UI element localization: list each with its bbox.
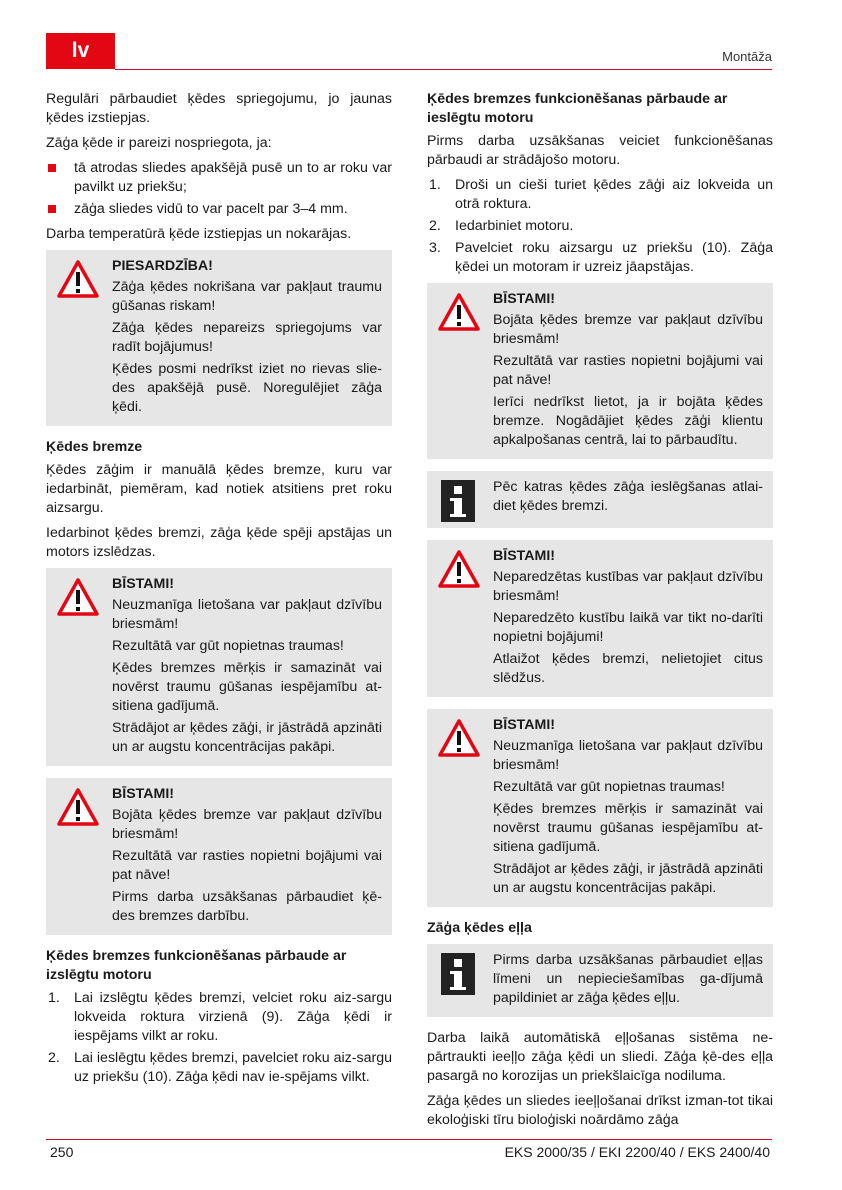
warning-triangle-icon bbox=[56, 257, 112, 420]
notice-title: BĪSTAMI! bbox=[493, 548, 555, 564]
info-box bbox=[427, 944, 773, 1017]
info-icon bbox=[441, 480, 475, 522]
notice-title: BĪSTAMI! bbox=[112, 786, 174, 802]
notice-line: Rezultātā var gūt nopietnas traumas! bbox=[112, 638, 344, 654]
section-heading: Ķēdes bremzes funkcionēšanas pārbaude ar ieslēgtu motoru bbox=[427, 91, 728, 126]
notice-title: BĪSTAMI! bbox=[493, 717, 555, 733]
section-heading: Zāģa ķēdes eļļa bbox=[427, 920, 532, 936]
paragraph: Darba laikā automātiskā eļļošanas sistēma ne-pārtraukti ieeļļo zāģa ķēdi un sliedi. Zāģa ķē-des eļļa pasargā no korozijas un priekšlaicīga nodiluma. bbox=[427, 1030, 773, 1084]
bullet-square-icon bbox=[48, 205, 56, 213]
notice-line: Pirms darba uzsākšanas pārbaudiet eļļas līmeni un nepieciešamības ga-dījumā papildiniet ar zāģa ķēdes eļļu. bbox=[493, 952, 763, 1006]
paragraph: Zāģa ķēde ir pareizi nospriegota, ja: bbox=[46, 135, 272, 151]
notice-title: BĪSTAMI! bbox=[112, 576, 174, 592]
notice-line: Ierīci nedrīkst lietot, ja ir bojāta ķēdes bremze. Nogādājiet ķēdes zāģi klientu apkalpošanas centrā, lai to pārbaudītu. bbox=[493, 394, 763, 448]
language-tab: lv bbox=[46, 33, 115, 69]
danger-box bbox=[46, 778, 392, 935]
list-item: 1. Droši un cieši turiet ķēdes zāģi aiz lokveida un otrā roktura. bbox=[429, 177, 773, 212]
notice-line: Ķēdes bremzes mērķis ir samazināt vai novērst traumu gūšanas iespējamību at-sitiena gadījumā. bbox=[112, 660, 382, 714]
step-list bbox=[46, 989, 392, 1087]
section-heading: Ķēdes bremzes funkcionēšanas pārbaude ar izslēgtu motoru bbox=[46, 948, 347, 983]
notice-title: BĪSTAMI! bbox=[493, 291, 555, 307]
model-names: EKS 2000/35 / EKI 2200/40 / EKS 2400/40 bbox=[504, 1144, 770, 1160]
info-box bbox=[427, 471, 773, 528]
caution-box bbox=[46, 250, 392, 426]
list-item: zāģa sliedes vidū to var pacelt par 3–4 mm. bbox=[46, 200, 392, 219]
notice-line: Ķēdes bremzes mērķis ir samazināt vai novērst traumu gūšanas iespējamību at-sitiena gadījumā. bbox=[493, 801, 763, 855]
step-list bbox=[427, 176, 773, 277]
warning-triangle-icon bbox=[437, 547, 493, 691]
right-column bbox=[427, 90, 773, 1136]
paragraph: Regulāri pārbaudiet ķēdes spriegojumu, jo jaunas ķēdes izstiepjas. bbox=[46, 91, 392, 126]
bullet-list bbox=[46, 159, 392, 219]
footer-rule bbox=[46, 1139, 772, 1140]
notice-line: Rezultātā var gūt nopietnas traumas! bbox=[493, 779, 725, 795]
danger-box bbox=[427, 540, 773, 697]
section-heading: Ķēdes bremze bbox=[46, 439, 143, 455]
notice-title: PIESARDZĪBA! bbox=[112, 258, 213, 274]
notice-line: Zāģa ķēdes nepareizs spriegojums var radīt bojājumus! bbox=[112, 320, 382, 355]
paragraph: Ķēdes zāģim ir manuālā ķēdes bremze, kuru var iedarbināt, piemēram, kad notiek atsitiens pret roku aizsargu. bbox=[46, 462, 392, 516]
danger-box bbox=[427, 709, 773, 907]
danger-box bbox=[46, 568, 392, 766]
notice-line: Bojāta ķēdes bremze var pakļaut dzīvību briesmām! bbox=[493, 312, 763, 347]
paragraph: Zāģa ķēdes un sliedes ieeļļošanai drīkst izman-tot tikai ekoloģiski tīru bioloģiski noārdāmo zāģa bbox=[427, 1093, 773, 1128]
notice-line: Strādājot ar ķēdes zāģi, ir jāstrādā apzināti un ar augstu koncentrācijas pakāpi. bbox=[493, 861, 763, 896]
list-item: 2. Iedarbiniet motoru. bbox=[429, 218, 574, 234]
warning-triangle-icon bbox=[56, 785, 112, 929]
danger-box bbox=[427, 283, 773, 459]
paragraph: Iedarbinot ķēdes bremzi, zāģa ķēde spēji apstājas un motors izslēdzas. bbox=[46, 525, 392, 560]
notice-line: Strādājot ar ķēdes zāģi, ir jāstrādā apzināti un ar augstu koncentrācijas pakāpi. bbox=[112, 720, 382, 755]
left-column bbox=[46, 90, 392, 1093]
notice-line: Neparedzēto kustību laikā var tikt no-darīti nopietni bojājumi! bbox=[493, 610, 763, 645]
list-item: tā atrodas sliedes apakšējā pusē un to ar roku var pavilkt uz priekšu; bbox=[46, 159, 392, 197]
bullet-square-icon bbox=[48, 164, 56, 172]
notice-line: Ķēdes posmi nedrīkst iziet no rievas slie-des apakšējā pusē. Noregulējiet zāģa ķēdi. bbox=[112, 361, 382, 415]
notice-line: Pirms darba uzsākšanas pārbaudiet ķē-des bremzes darbību. bbox=[112, 889, 382, 924]
warning-triangle-icon bbox=[437, 290, 493, 453]
header-rule bbox=[115, 69, 772, 70]
notice-line: Neuzmanīga lietošana var pakļaut dzīvību briesmām! bbox=[493, 738, 763, 773]
notice-line: Pēc katras ķēdes zāģa ieslēgšanas atlai-diet ķēdes bremzi. bbox=[493, 479, 763, 514]
warning-triangle-icon bbox=[437, 716, 493, 901]
notice-line: Rezultātā var rasties nopietni bojājumi vai pat nāve! bbox=[493, 353, 763, 388]
notice-line: Zāģa ķēdes nokrišana var pakļaut traumu gūšanas riskam! bbox=[112, 279, 382, 314]
notice-line: Rezultātā var rasties nopietni bojājumi vai pat nāve! bbox=[112, 848, 382, 883]
notice-line: Atlaižot ķēdes bremzi, nelietojiet citus slēdžus. bbox=[493, 651, 763, 686]
notice-line: Neuzmanīga lietošana var pakļaut dzīvību briesmām! bbox=[112, 597, 382, 632]
info-icon bbox=[441, 953, 475, 995]
notice-line: Neparedzētas kustības var pakļaut dzīvību briesmām! bbox=[493, 569, 763, 604]
notice-line: Bojāta ķēdes bremze var pakļaut dzīvību briesmām! bbox=[112, 807, 382, 842]
page-number: 250 bbox=[50, 1144, 74, 1160]
paragraph: Pirms darba uzsākšanas veiciet funkcionēšanas pārbaudi ar strādājošo motoru. bbox=[427, 133, 773, 168]
list-item: 2. Lai ieslēgtu ķēdes bremzi, pavelciet roku aiz-sargu uz priekšu (10). Zāģa ķēdi nav ie-spējams vilkt. bbox=[48, 1050, 392, 1085]
warning-triangle-icon bbox=[56, 575, 112, 760]
list-item: 3. Pavelciet roku aizsargu uz priekšu (10). Zāģa ķēdei un motoram ir uzreiz jāapstājas. bbox=[429, 240, 773, 275]
section-title: Montāža bbox=[722, 49, 772, 64]
paragraph: Darba temperatūrā ķēde izstiepjas un nokarājas. bbox=[46, 226, 352, 242]
list-item: 1. Lai izslēgtu ķēdes bremzi, velciet roku aiz-sargu lokveida roktura virzienā (9). Zāģa ķēdi ir iespējams vilkt ar roku. bbox=[48, 990, 392, 1044]
